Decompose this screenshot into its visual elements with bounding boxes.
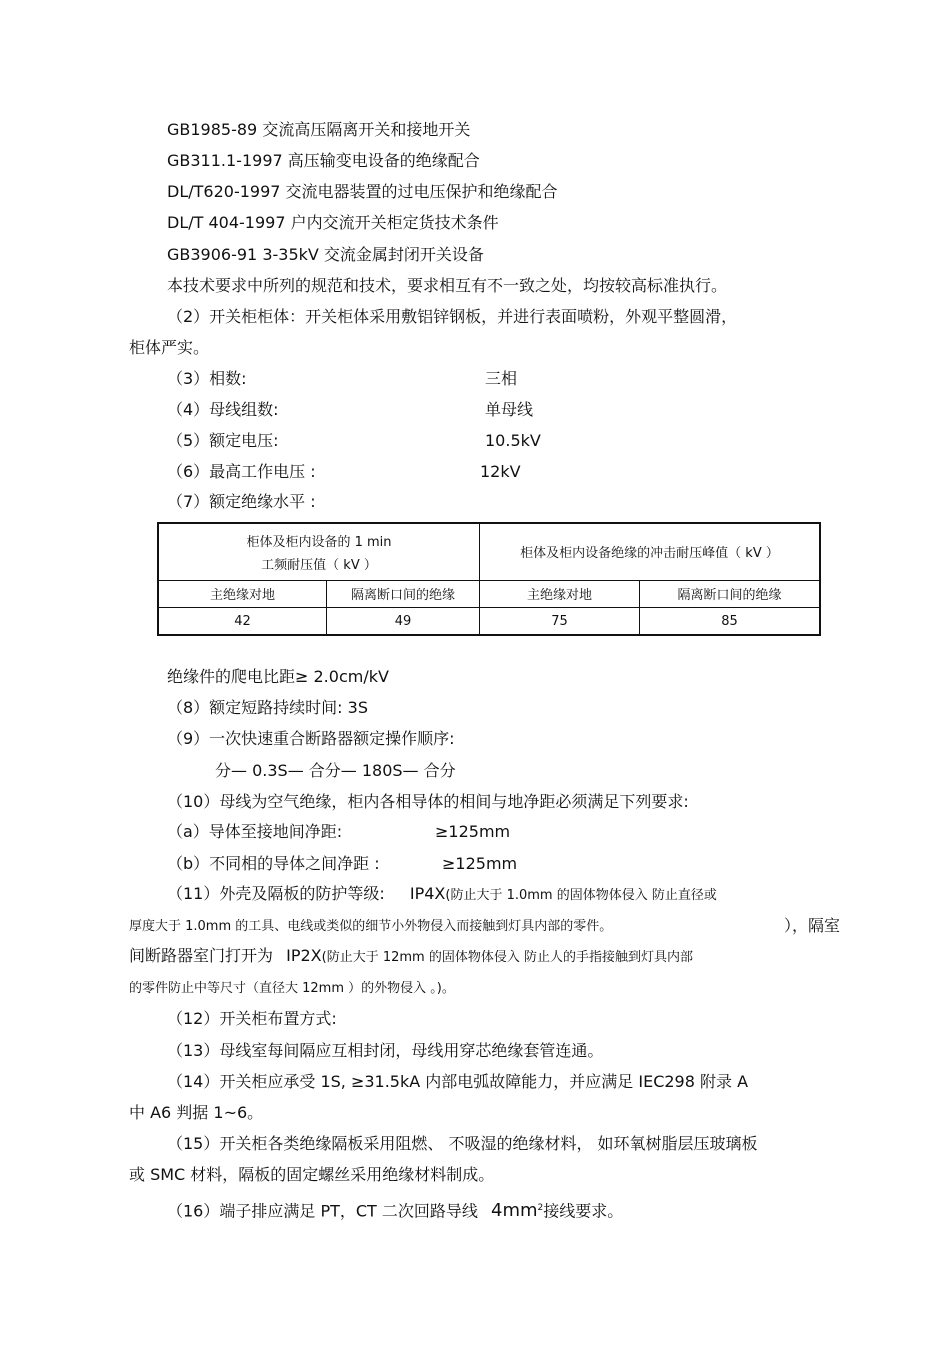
param-label-phases: （3）相数: bbox=[167, 369, 247, 388]
intro-paragraph: 本技术要求中所列的规范和技术，要求相互有不一致之处，均按较高标准执行。 bbox=[167, 276, 728, 295]
item12-line: （12）开关柜布置方式: bbox=[167, 1009, 337, 1028]
item15-line1: （15）开关柜各类绝缘隔板采用阻燃、 不吸湿的绝缘材料， 如环氧树脂层压玻璃板 bbox=[167, 1134, 758, 1153]
item11-line3-lead: 间断路器室门打开为 bbox=[129, 946, 274, 965]
item11-lead: （11）外壳及隔板的防护等级: bbox=[167, 884, 385, 903]
ip2x-note: (防止大于 12mm 的固体物体侵入 防止人的手指接触到灯具内部 bbox=[321, 950, 693, 965]
item11-line3 bbox=[129, 946, 693, 968]
table-header-impulse: 柜体及柜内设备绝缘的冲击耐压峰值（ kV ） bbox=[480, 523, 821, 580]
item14-line2: 中 A6 判据 1~6。 bbox=[129, 1103, 264, 1122]
ip2x-code: IP2X bbox=[286, 946, 322, 965]
standard-line-3: DL/T620-1997 交流电器装置的过电压保护和绝缘配合 bbox=[167, 182, 558, 201]
item7-label: （7）额定绝缘水平 : bbox=[167, 492, 316, 511]
creepage-line: 绝缘件的爬电比距≥ 2.0cm/kV bbox=[167, 667, 389, 686]
wire-size: 4mm bbox=[491, 1200, 538, 1222]
table-subheader: 隔离断口间的绝缘 bbox=[640, 580, 821, 607]
item9-line: （9）一次快速重合断路器额定操作顺序: bbox=[167, 729, 455, 748]
param-label-rated-voltage: （5）额定电压: bbox=[167, 431, 279, 450]
standard-line-4: DL/T 404-1997 户内交流开关柜定货技术条件 bbox=[167, 213, 499, 232]
item16-lead: （16）端子排应满足 PT，CT 二次回路导线 bbox=[167, 1201, 478, 1221]
item2-line1: （2）开关柜柜体：开关柜体采用敷铝锌钢板，并进行表面喷粉，外观平整圆滑， bbox=[167, 307, 738, 326]
table-cell: 75 bbox=[480, 608, 640, 636]
table-cell: 85 bbox=[640, 608, 821, 636]
table-subheader: 主绝缘对地 bbox=[158, 580, 327, 607]
table-cell: 49 bbox=[327, 608, 480, 636]
ip4x-code: IP4X bbox=[409, 884, 446, 903]
item10-line: （10）母线为空气绝缘，柜内各相导体的相间与地净距必须满足下列要求: bbox=[167, 792, 689, 811]
param-label-max-voltage: （6）最高工作电压 : bbox=[167, 462, 316, 481]
param-value-rated-voltage: 10.5kV bbox=[485, 431, 541, 450]
table-header-power-frequency-line1: 柜体及柜内设备的 1 min bbox=[246, 534, 392, 550]
item11-line2-end: ），隔室 bbox=[784, 916, 841, 935]
item11-line4: 的零件防止中等尺寸（直径大 12mm ）的外物侵入 。)。 bbox=[129, 981, 455, 996]
ip4x-note: (防止大于 1.0mm 的固体物体侵入 防止直径或 bbox=[445, 888, 717, 903]
item16-tail: 接线要求。 bbox=[543, 1201, 624, 1221]
standard-line-5: GB3906-91 3-35kV 交流金属封闭开关设备 bbox=[167, 245, 484, 264]
item15-line2: 或 SMC 材料，隔板的固定螺丝采用绝缘材料制成。 bbox=[129, 1165, 495, 1184]
item11-line2: 厚度大于 1.0mm 的工具、电线或类似的细节小外物侵入而接触到灯具内部的零件。 bbox=[129, 919, 613, 934]
item14-line1: （14）开关柜应承受 1S, ≥31.5kA 内部电弧故障能力，并应满足 IEC298 附录 A bbox=[167, 1072, 749, 1091]
table-cell: 42 bbox=[158, 608, 327, 636]
table-subheader: 主绝缘对地 bbox=[480, 580, 640, 607]
param-value-busbar: 单母线 bbox=[485, 400, 534, 419]
item16-line bbox=[167, 1198, 623, 1221]
table-subheader: 隔离断口间的绝缘 bbox=[327, 580, 480, 607]
clearance-b-label: （b）不同相的导体之间净距 : bbox=[167, 854, 380, 873]
insulation-level-table bbox=[157, 522, 821, 636]
param-value-phases: 三相 bbox=[485, 369, 518, 388]
clearance-b-value: ≥125mm bbox=[442, 854, 518, 873]
table-header-power-frequency-line2: 工频耐压值（ kV ） bbox=[261, 557, 377, 573]
clearance-a-label: （a）导体至接地间净距: bbox=[167, 822, 343, 841]
operation-sequence: 分— 0.3S— 合分— 180S— 合分 bbox=[215, 761, 456, 780]
param-label-busbar: （4）母线组数: bbox=[167, 400, 279, 419]
table-header-power-frequency bbox=[158, 523, 480, 580]
item2-line2: 柜体严实。 bbox=[129, 338, 210, 357]
standard-line-2: GB311.1-1997 高压输变电设备的绝缘配合 bbox=[167, 151, 480, 170]
wire-size-exponent: 2 bbox=[537, 1203, 544, 1213]
param-value-max-voltage: 12kV bbox=[480, 462, 521, 481]
item8-line: （8）额定短路持续时间: 3S bbox=[167, 698, 368, 717]
standard-line-1: GB1985-89 交流高压隔离开关和接地开关 bbox=[167, 120, 471, 139]
clearance-a-value: ≥125mm bbox=[435, 822, 511, 841]
item11-line1 bbox=[167, 884, 717, 906]
item13-line: （13）母线室每间隔应互相封闭，母线用穿芯绝缘套管连通。 bbox=[167, 1041, 604, 1060]
